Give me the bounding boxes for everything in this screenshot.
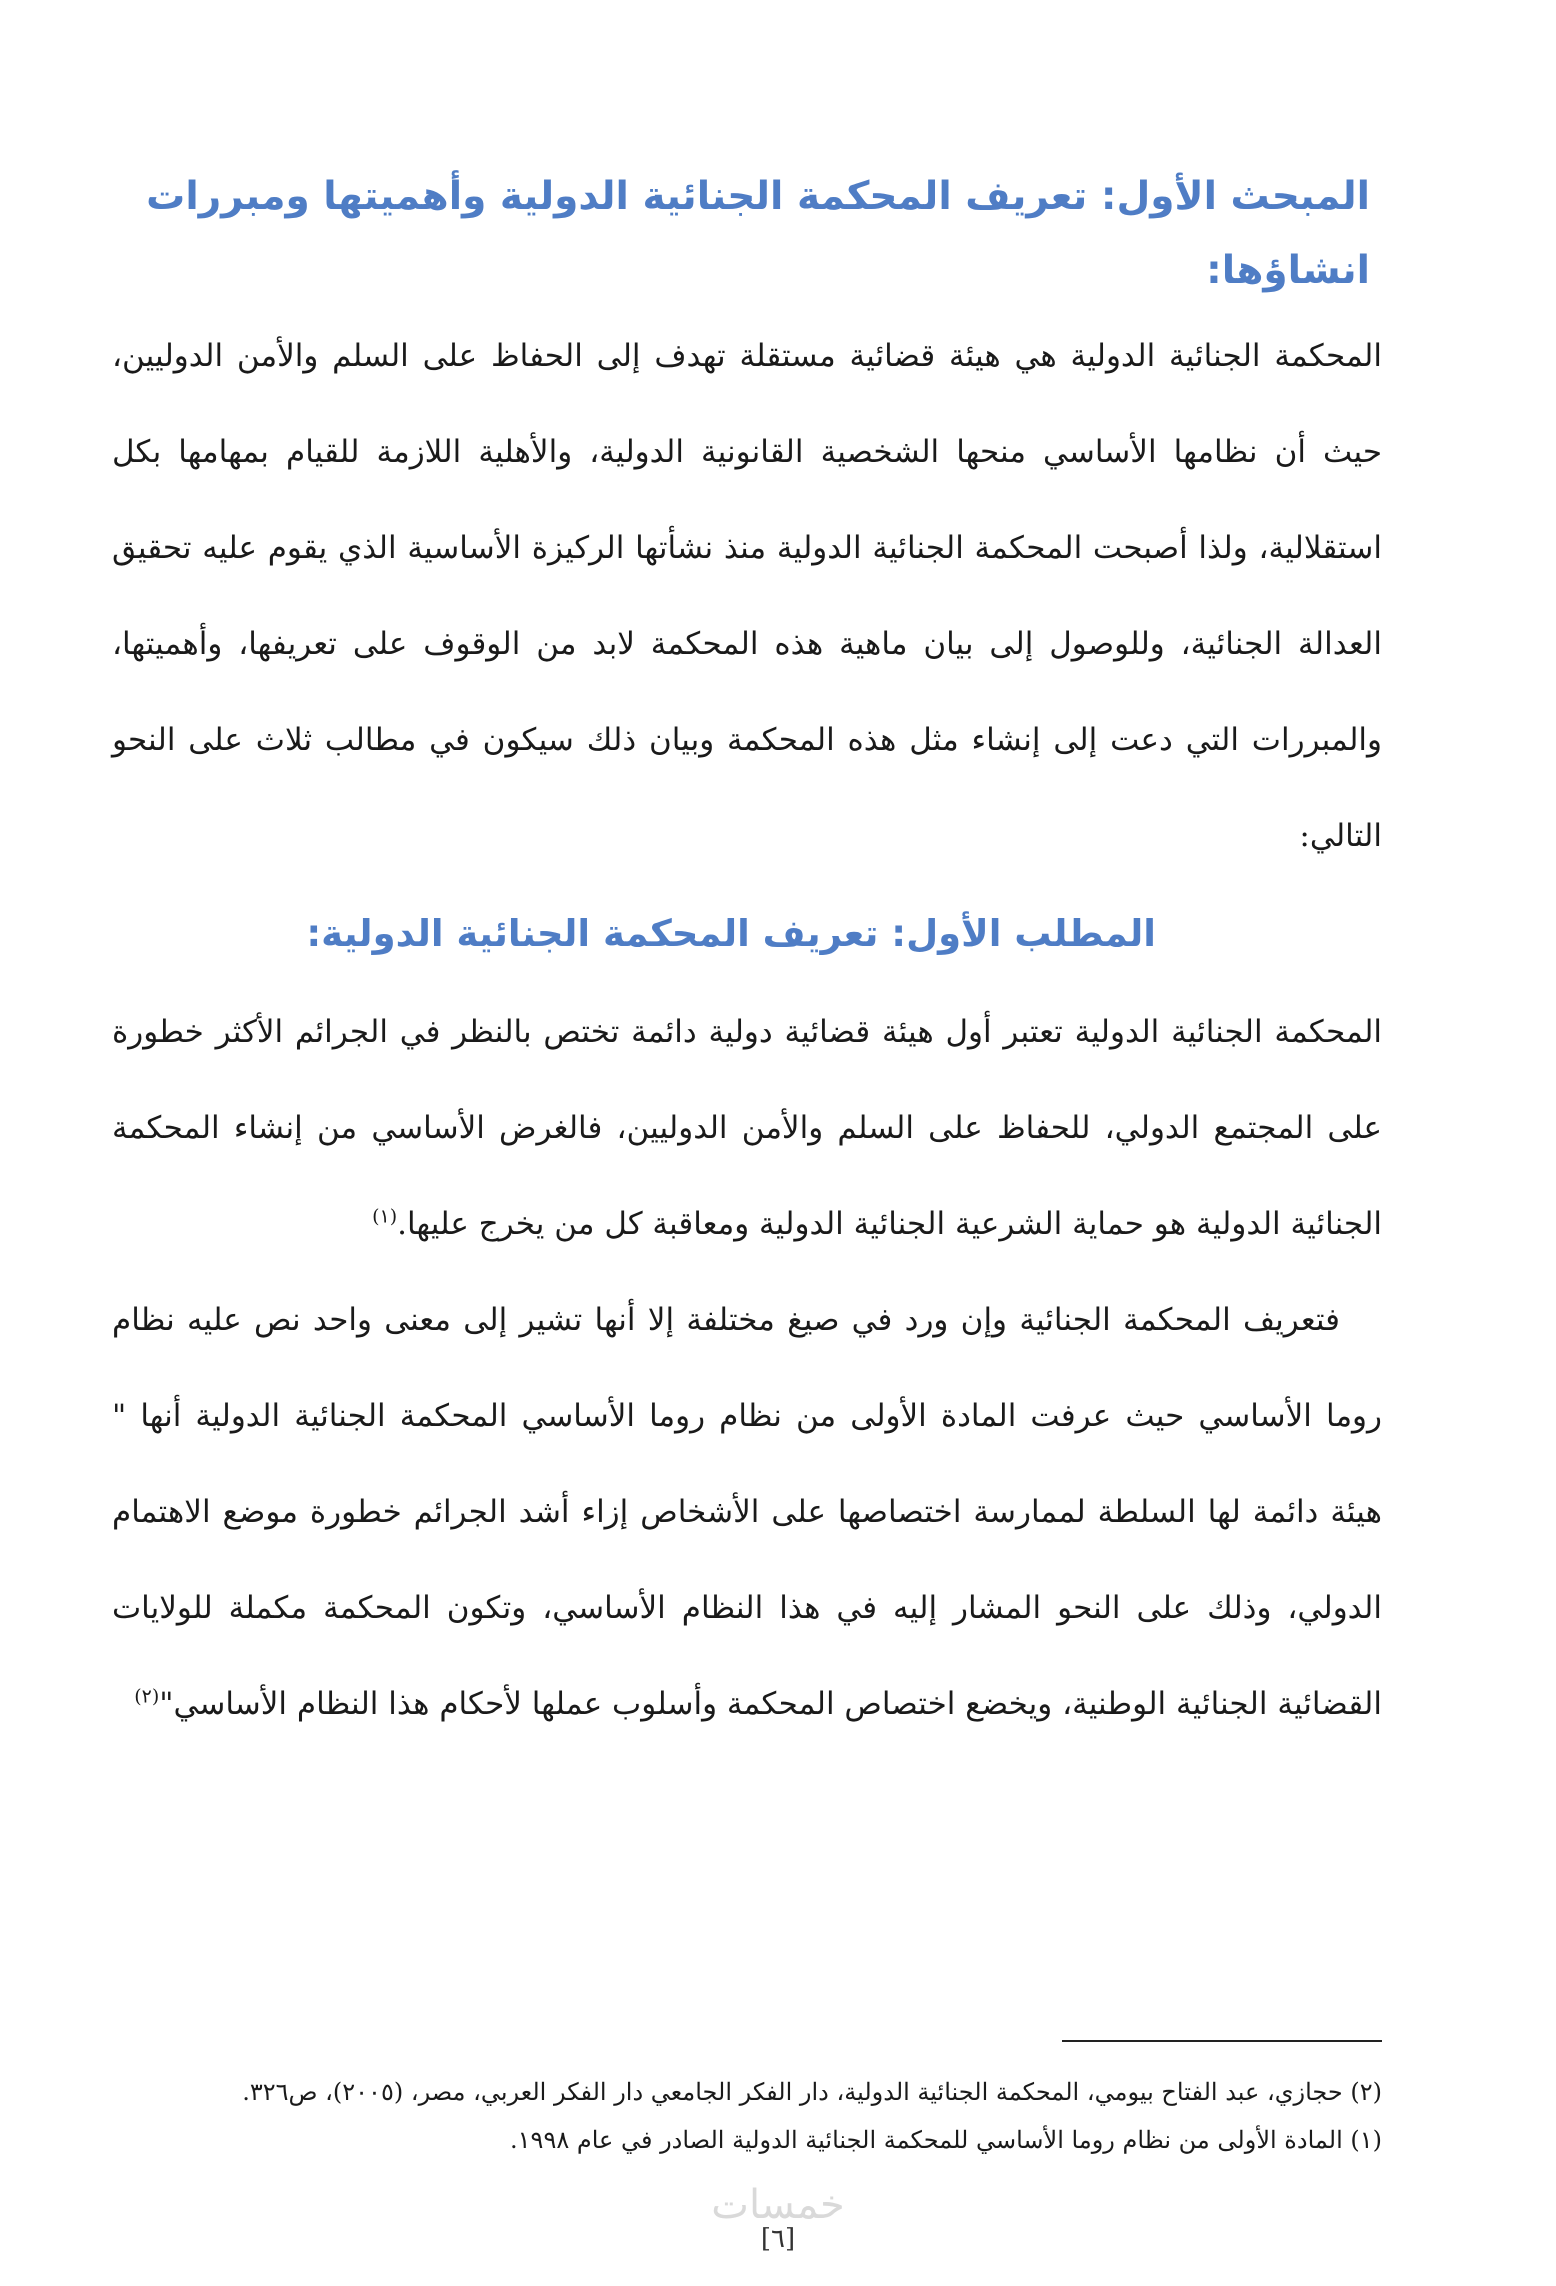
footnote-separator bbox=[1062, 2040, 1382, 2042]
rome-statute-paragraph-text: فتعريف المحكمة الجنائية وإن ورد في صيغ مختلفة إلا أنها تشير إلى معنى واحد نص عليه نظام روما الأساسي حيث عرفت المادة الأولى من نظام روما الأساسي المحكمة الجنائية الدولية أنها " هيئة دائمة لها السلطة لممارسة اختصاصها على الأشخاص إزاء أشد الجرائم خطورة موضع الاهتمام الدولي، وذلك على النحو المشار إليه في هذا النظام الأساسي، وتكون المحكمة مكملة للولايات القضائية الجنائية الوطنية، ويخضع اختصاص المحكمة وأسلوب عملها لأحكام هذا النظام الأساسي" bbox=[112, 1302, 1382, 1722]
footnote-ref-2[interactable]: (٢) bbox=[134, 1685, 160, 1708]
section-title-line2: انشاؤها: bbox=[1206, 248, 1370, 293]
definition-paragraph bbox=[112, 984, 1382, 1272]
definition-paragraph-text: المحكمة الجنائية الدولية تعتبر أول هيئة قضائية دولية دائمة تختص بالنظر في الجرائم الأكثر خطورة على المجتمع الدولي، للحفاظ على السلم والأمن الدوليين، فالغرض الأساسي من إنشاء المحكمة الجنائية الدولية هو حماية الشرعية الجنائية الدولية ومعاقبة كل من يخرج عليها. bbox=[112, 1014, 1382, 1242]
intro-paragraph: المحكمة الجنائية الدولية هي هيئة قضائية مستقلة تهدف إلى الحفاظ على السلم والأمن الدوليين، حيث أن نظامها الأساسي منحها الشخصية القانونية الدولية، والأهلية اللازمة للقيام بمهامها بكل استقلالية، ولذا أصبحت المحكمة الجنائية الدولية منذ نشأتها الركيزة الأساسية الذي يقوم عليه تحقيق العدالة الجنائية، وللوصول إلى بيان ماهية هذه المحكمة لابد من الوقوف على تعريفها، وأهميتها، والمبررات التي دعت إلى إنشاء مثل هذه المحكمة وبيان ذلك سيكون في مطالب ثلاث على النحو التالي: bbox=[112, 338, 1382, 854]
footnote-item: (٢) حجازي، عبد الفتاح بيومي، المحكمة الجنائية الدولية، دار الفكر الجامعي دار الفكر العربي، مصر، (٢٠٠٥)، ص٣٢٦. bbox=[242, 2078, 1382, 2106]
main-content bbox=[112, 160, 1382, 1752]
rome-statute-paragraph bbox=[112, 1272, 1382, 1752]
footnote-item: (١) المادة الأولى من نظام روما الأساسي للمحكمة الجنائية الدولية الصادر في عام ١٩٩٨. bbox=[510, 2126, 1382, 2154]
footnotes bbox=[112, 2068, 1382, 2164]
watermark: خمسات bbox=[711, 2182, 845, 2228]
subsection-title: المطلب الأول: تعريف المحكمة الجنائية الدولية: bbox=[306, 912, 1156, 955]
page-number: [٦] bbox=[760, 2224, 796, 2254]
section-title-line1: المبحث الأول: تعريف المحكمة الجنائية الدولية وأهميتها ومبررات bbox=[146, 174, 1370, 219]
footnote-ref-1[interactable]: (١) bbox=[372, 1205, 398, 1228]
section-title bbox=[112, 160, 1382, 308]
